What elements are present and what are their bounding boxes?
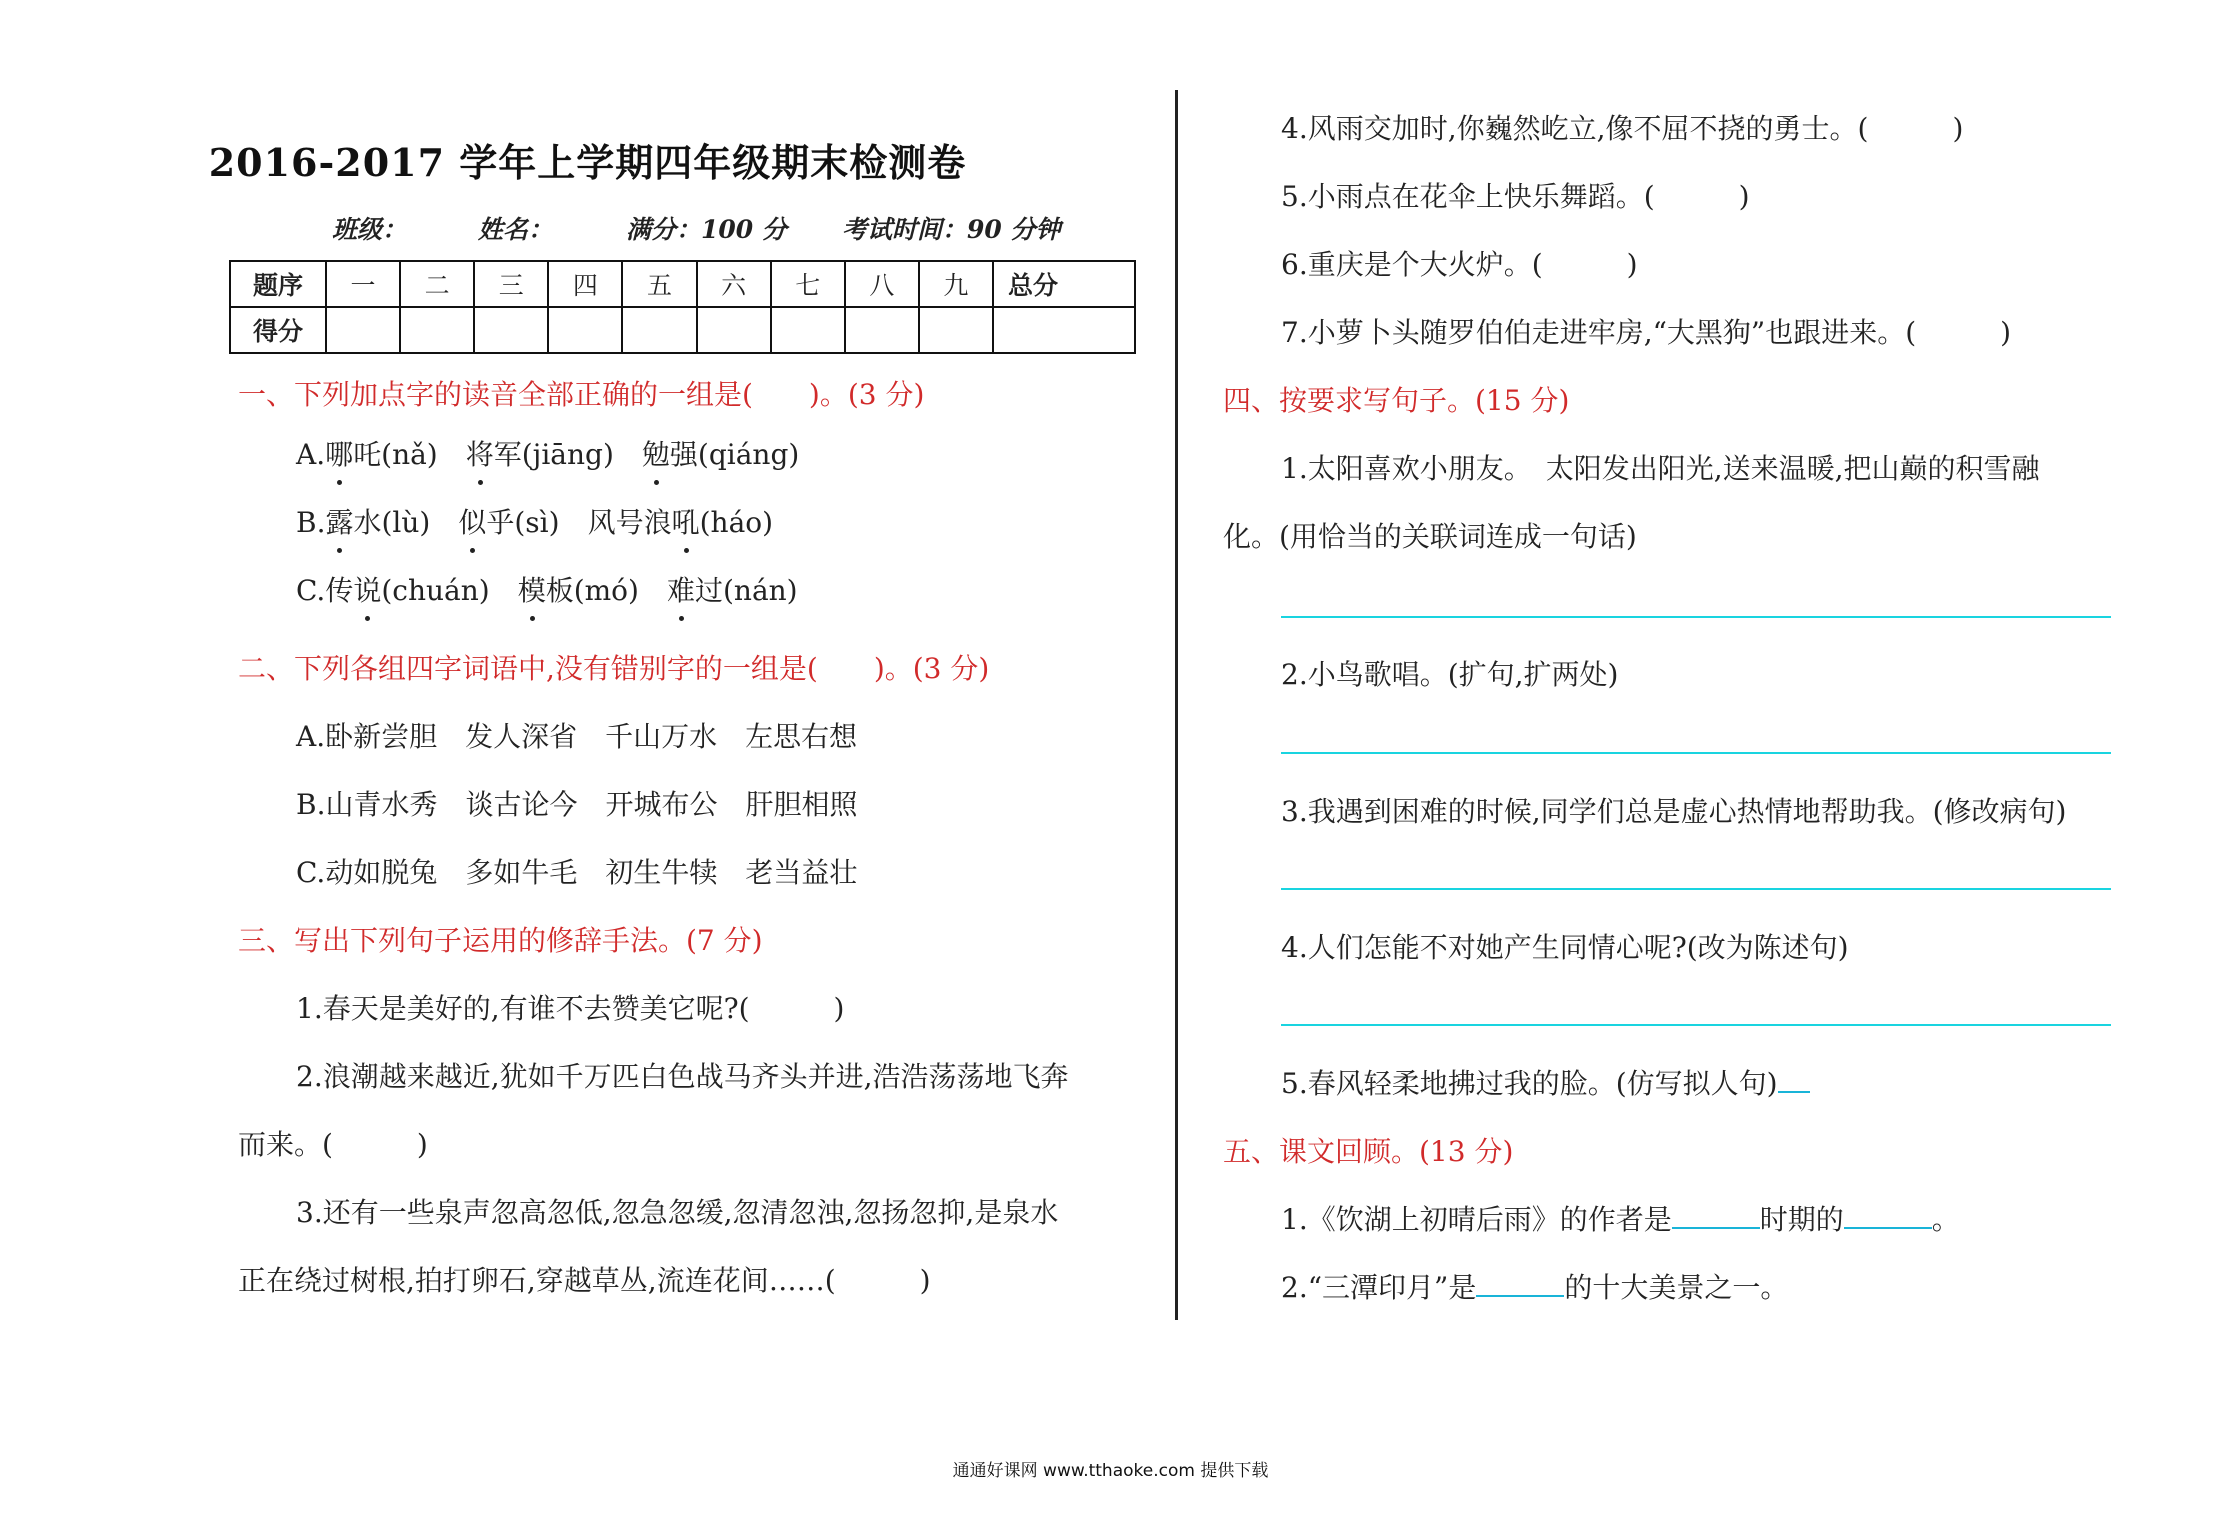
question-text: 2.“三潭印月”是	[1281, 1271, 1477, 1304]
section4-heading: 四、按要求写句子。(15 分)	[1223, 384, 1570, 417]
section3-question-5: 5.小雨点在花伞上快乐舞蹈。( )	[1281, 180, 1750, 213]
score-col-7: 七	[771, 261, 845, 307]
dotted-char: 似	[458, 501, 486, 541]
section4-question-2: 2.小鸟歌唱。(扩句,扩两处)	[1281, 658, 1619, 691]
section3-question-2-cont: 而来。( )	[238, 1128, 428, 1161]
section3-question-3: 3.还有一些泉声忽高忽低,忽急忽缓,忽清忽浊,忽扬忽抑,是泉水	[296, 1196, 1059, 1229]
section3-question-6: 6.重庆是个大火炉。( )	[1281, 248, 1638, 281]
option-text: 乎(sì)	[486, 506, 560, 539]
section2-option-b: B.山青水秀 谈古论今 开城布公 肝胆相照	[296, 788, 858, 821]
section1-option-b	[296, 501, 773, 541]
answer-line[interactable]	[1281, 1024, 2111, 1026]
section4-question-5	[1281, 1062, 1810, 1102]
option-prefix: B.	[296, 506, 326, 539]
name-label: 姓名：	[478, 215, 554, 244]
section4-question-1: 1.太阳喜欢小朋友。 太阳发出阳光,送来温暖,把山巅的积雪融	[1281, 452, 2040, 485]
dotted-char: 说	[353, 569, 381, 609]
section3-question-7: 7.小萝卜头随罗伯伯走进牢房,“大黑狗”也跟进来。( )	[1281, 316, 2012, 349]
score-col-6: 六	[697, 261, 771, 307]
section3-question-3-cont: 正在绕过树根,拍打卵石,穿越草丛,流连花间……( )	[238, 1264, 931, 1297]
option-text: 强(qiáng)	[669, 438, 800, 471]
section5-question-2	[1281, 1266, 1788, 1306]
answer-blank[interactable]	[1778, 1063, 1810, 1093]
score-col-2: 二	[400, 261, 474, 307]
score-cell[interactable]	[771, 307, 845, 353]
score-cell[interactable]	[919, 307, 993, 353]
score-col-8: 八	[845, 261, 919, 307]
score-value-label: 得分	[230, 307, 326, 353]
section2-heading: 二、下列各组四字词语中,没有错别字的一组是( )。(3 分)	[238, 652, 990, 685]
section3-question-2: 2.浪潮越来越近,犹如千万匹白色战马齐头并进,浩浩荡荡地飞奔	[296, 1060, 1069, 1093]
score-cell[interactable]	[400, 307, 474, 353]
answer-blank[interactable]	[1476, 1267, 1564, 1297]
exam-time-label: 考试时间：90 分钟	[842, 215, 1061, 244]
section3-question-4: 4.风雨交加时,你巍然屹立,像不屈不挠的勇士。( )	[1281, 112, 1964, 145]
question-text: 1.《饮湖上初晴后雨》的作者是	[1281, 1203, 1672, 1236]
question-text: 。	[1931, 1203, 1960, 1236]
score-col-total: 总分	[993, 261, 1135, 307]
answer-line[interactable]	[1281, 888, 2111, 890]
section3-heading: 三、写出下列句子运用的修辞手法。(7 分)	[238, 924, 763, 957]
dotted-char: 难	[667, 569, 695, 609]
section5-heading: 五、课文回顾。(13 分)	[1223, 1135, 1514, 1168]
score-col-5: 五	[622, 261, 696, 307]
dotted-char: 将	[466, 433, 494, 473]
score-table-score-row	[230, 307, 1135, 353]
score-cell-total[interactable]	[993, 307, 1135, 353]
option-text: 风号浪	[587, 506, 672, 539]
answer-line[interactable]	[1281, 616, 2111, 618]
score-col-3: 三	[474, 261, 548, 307]
score-row-label: 题序	[230, 261, 326, 307]
score-col-4: 四	[548, 261, 622, 307]
score-cell[interactable]	[622, 307, 696, 353]
answer-line[interactable]	[1281, 752, 2111, 754]
score-table	[229, 260, 1136, 354]
score-cell[interactable]	[548, 307, 622, 353]
section1-option-a	[296, 433, 799, 473]
score-col-1: 一	[326, 261, 400, 307]
question-text: 时期的	[1759, 1203, 1844, 1236]
section1-option-c	[296, 569, 798, 609]
total-score-label: 满分：100 分	[626, 215, 787, 244]
question-text: 5.春风轻柔地拂过我的脸。(仿写拟人句)	[1281, 1067, 1778, 1100]
score-col-9: 九	[919, 261, 993, 307]
column-divider	[1175, 90, 1178, 1320]
answer-blank[interactable]	[1672, 1199, 1760, 1229]
section1-heading: 一、下列加点字的读音全部正确的一组是( )。(3 分)	[238, 378, 925, 411]
answer-blank[interactable]	[1844, 1199, 1932, 1229]
footer-credit: 通通好课网 www.tthaoke.com 提供下载	[952, 1461, 1269, 1481]
score-cell[interactable]	[697, 307, 771, 353]
class-label: 班级：	[332, 215, 408, 244]
dotted-char: 勉	[642, 433, 670, 473]
page-title: 2016-2017 学年上学期四年级期末检测卷	[208, 140, 967, 185]
option-text: (chuán)	[381, 574, 490, 607]
dotted-char: 模	[518, 569, 546, 609]
dotted-char: 吼	[672, 501, 700, 541]
dotted-char: 露	[325, 501, 353, 541]
option-text: 军(jiāng)	[493, 438, 614, 471]
section4-question-4: 4.人们怎能不对她产生同情心呢?(改为陈述句)	[1281, 931, 1849, 964]
score-table-header-row	[230, 261, 1135, 307]
option-prefix: A.	[296, 438, 326, 471]
option-text: 吒(nǎ)	[353, 438, 438, 471]
option-text: 过(nán)	[695, 574, 798, 607]
option-text: (háo)	[699, 506, 774, 539]
option-prefix: C.传	[296, 574, 354, 607]
section2-option-c: C.动如脱兔 多如牛毛 初生牛犊 老当益壮	[296, 856, 858, 889]
dotted-char: 哪	[325, 433, 353, 473]
score-cell[interactable]	[326, 307, 400, 353]
question-text: 的十大美景之一。	[1564, 1271, 1789, 1304]
section4-question-1-cont: 化。(用恰当的关联词连成一句话)	[1223, 520, 1637, 553]
score-cell[interactable]	[474, 307, 548, 353]
option-text: 板(mó)	[545, 574, 639, 607]
section4-question-3: 3.我遇到困难的时候,同学们总是虚心热情地帮助我。(修改病句)	[1281, 795, 2067, 828]
section2-option-a: A.卧新尝胆 发人深省 千山万水 左思右想	[296, 720, 858, 753]
section3-question-1: 1.春天是美好的,有谁不去赞美它呢?( )	[296, 992, 845, 1025]
section5-question-1	[1281, 1198, 1960, 1238]
option-text: 水(lù)	[353, 506, 431, 539]
score-cell[interactable]	[845, 307, 919, 353]
